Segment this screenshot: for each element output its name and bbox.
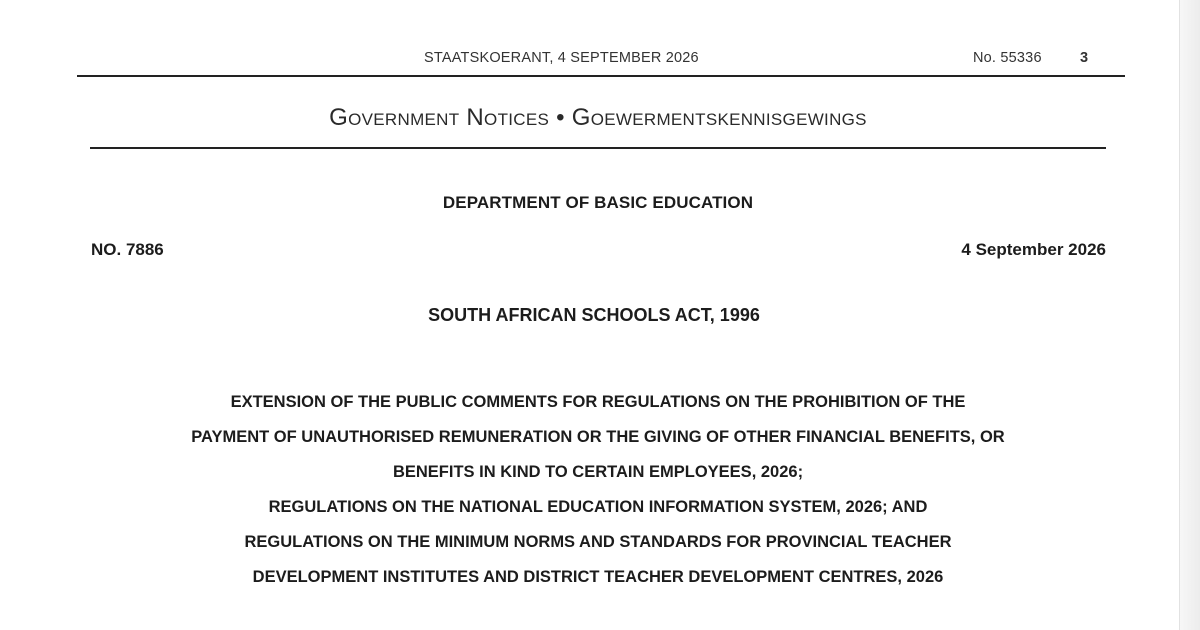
notice-title-line: REGULATIONS ON THE MINIMUM NORMS AND STANDARDS FOR PROVINCIAL TEACHER — [244, 533, 952, 551]
notice-date: 4 September 2026 — [961, 240, 1106, 259]
notice-title-line: DEVELOPMENT INSTITUTES AND DISTRICT TEACHER DEVELOPMENT CENTRES, 2026 — [252, 568, 944, 586]
act-title: SOUTH AFRICAN SCHOOLS ACT, 1996 — [428, 305, 760, 325]
issue-number: No. 55336 — [973, 50, 1042, 66]
gazette-date: STAATSKOERANT, 4 SEPTEMBER 2026 — [424, 50, 699, 66]
page-number: 3 — [1080, 50, 1089, 66]
notice-title-line: BENEFITS IN KIND TO CERTAIN EMPLOYEES, 2026; — [392, 463, 804, 481]
notice-title — [90, 385, 1106, 595]
header-divider — [77, 75, 1125, 77]
section-divider — [90, 147, 1106, 149]
notice-title-line: PAYMENT OF UNAUTHORISED REMUNERATION OR THE GIVING OF OTHER FINANCIAL BENEFITS, OR — [191, 428, 1005, 446]
running-header — [0, 48, 1200, 70]
notice-title-line: EXTENSION OF THE PUBLIC COMMENTS FOR REGULATIONS ON THE PROHIBITION OF THE — [230, 393, 966, 411]
notice-title-line: REGULATIONS ON THE NATIONAL EDUCATION INFORMATION SYSTEM, 2026; AND — [268, 498, 928, 516]
notice-number: NO. 7886 — [91, 240, 164, 259]
section-heading: Government Notices • Goewermentskennisgewings — [329, 104, 867, 131]
scrollbar-track[interactable] — [1179, 0, 1200, 630]
department-name: DEPARTMENT OF BASIC EDUCATION — [442, 193, 754, 212]
